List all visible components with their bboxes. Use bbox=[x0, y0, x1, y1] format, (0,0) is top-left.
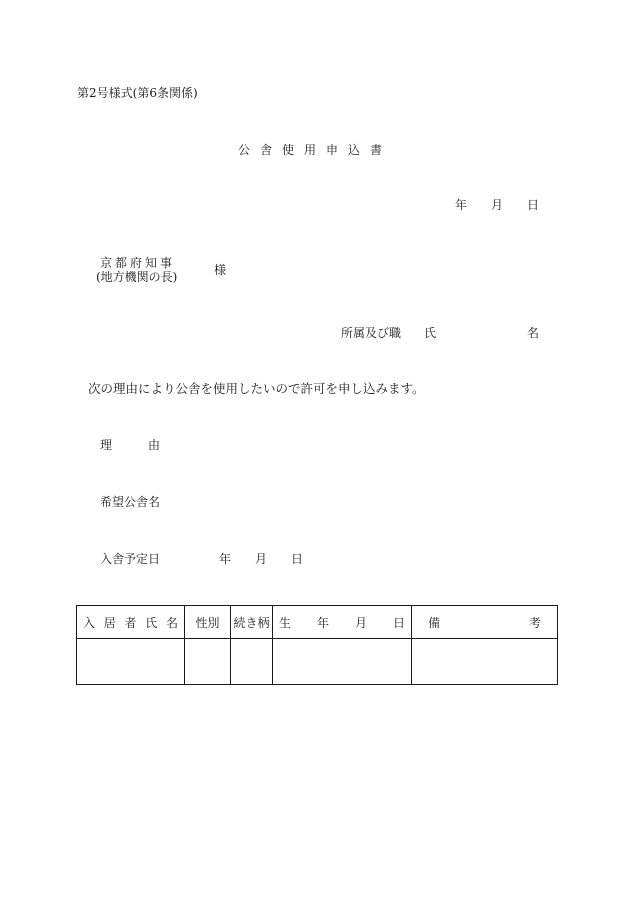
move-in-label: 入舎予定日 bbox=[100, 552, 161, 566]
move-in-year-label: 年 bbox=[219, 552, 232, 566]
addressee-alt: (地方機関の長) bbox=[96, 270, 178, 284]
header-occupant-name-char: 氏 bbox=[145, 615, 158, 630]
form-number: 第2号様式(第6条関係) bbox=[77, 86, 198, 100]
header-occupant-name-char: 者 bbox=[124, 615, 137, 630]
table-header-row bbox=[77, 606, 558, 639]
affiliation-label: 所属及び職 bbox=[341, 326, 402, 340]
name-label-second-char: 名 bbox=[527, 326, 540, 340]
date-year-label: 年 bbox=[455, 198, 468, 212]
addressee-honorific: 様 bbox=[214, 263, 227, 277]
move-in-month-label: 月 bbox=[255, 552, 268, 566]
reason-label-first-char: 理 bbox=[100, 438, 113, 452]
desired-residence-label: 希望公舎名 bbox=[100, 495, 161, 509]
date-day-label: 日 bbox=[527, 198, 540, 212]
header-remarks bbox=[412, 606, 558, 639]
header-remarks-char: 備 bbox=[428, 615, 441, 630]
header-occupant-name-char: 入 bbox=[83, 615, 96, 630]
table-row bbox=[77, 639, 558, 685]
header-occupant-name-char: 居 bbox=[103, 615, 116, 630]
cell-remarks[interactable] bbox=[412, 639, 558, 685]
occupant-table bbox=[76, 605, 558, 685]
cell-relationship[interactable] bbox=[231, 639, 273, 685]
header-occupant-name-char: 名 bbox=[165, 615, 178, 630]
request-statement: 次の理由により公舎を使用したいので許可を申し込みます。 bbox=[88, 381, 425, 396]
header-birth-char: 年 bbox=[316, 615, 329, 630]
document-title: 公舎使用申込書 bbox=[238, 143, 393, 157]
addressee-title: 京都府知事 bbox=[100, 256, 176, 270]
header-birth-date bbox=[273, 606, 412, 639]
header-birth-char: 月 bbox=[354, 615, 367, 630]
move-in-day-label: 日 bbox=[291, 552, 304, 566]
name-label-first-char: 氏 bbox=[424, 326, 437, 340]
header-gender: 性別 bbox=[185, 606, 231, 639]
date-month-label: 月 bbox=[491, 198, 504, 212]
header-remarks-char: 考 bbox=[528, 615, 541, 630]
reason-label-second-char: 由 bbox=[148, 438, 161, 452]
header-occupant-name bbox=[77, 606, 185, 639]
header-birth-char: 生 bbox=[279, 615, 292, 630]
cell-gender[interactable] bbox=[185, 639, 231, 685]
header-relationship: 続き柄 bbox=[231, 606, 273, 639]
header-birth-char: 日 bbox=[392, 615, 405, 630]
cell-occupant-name[interactable] bbox=[77, 639, 185, 685]
cell-birth-date[interactable] bbox=[273, 639, 412, 685]
